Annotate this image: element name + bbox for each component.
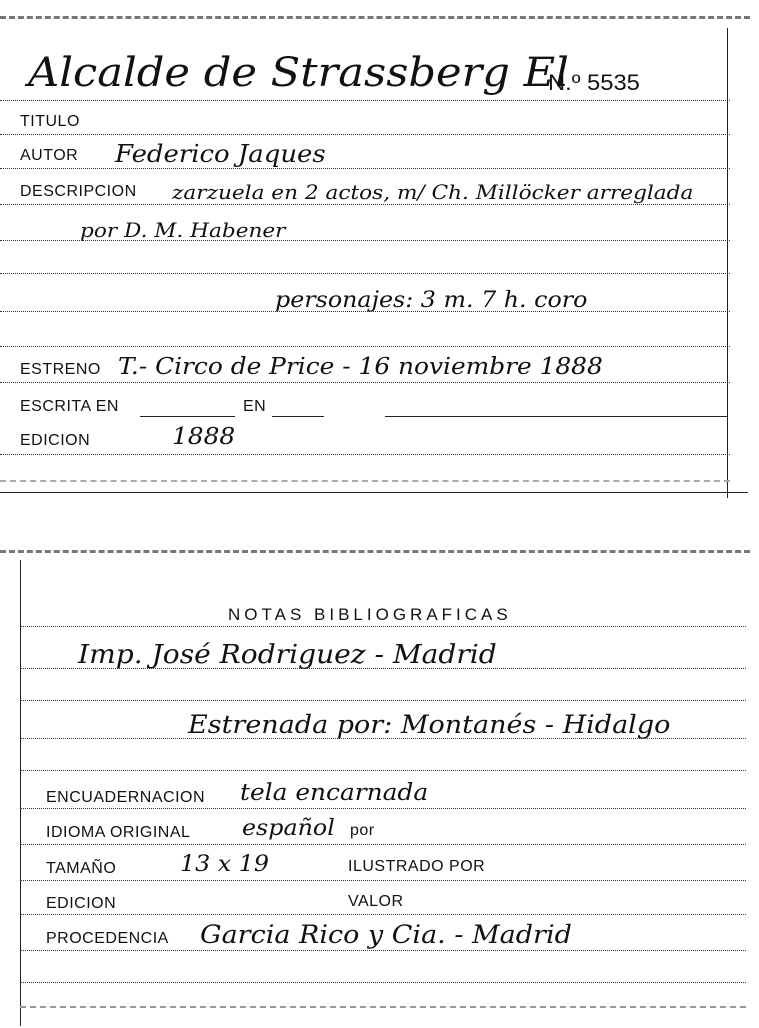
personajes-note: personajes: 3 m. 7 h. coro: [275, 288, 588, 313]
tamano-value: 13 x 19: [180, 852, 269, 877]
label-valor: VALOR: [348, 893, 404, 910]
ruled-line: [20, 844, 746, 845]
label-idioma-original: IDIOMA ORIGINAL: [46, 824, 191, 841]
en-blank: [272, 416, 324, 417]
ruled-line: [0, 204, 730, 205]
estreno-value: T.- Circo de Price - 16 noviembre 1888: [118, 354, 603, 380]
ruled-line: [0, 168, 730, 169]
label-procedencia: PROCEDENCIA: [46, 930, 169, 947]
edicion-value: 1888: [172, 424, 236, 450]
descripcion-line-2: por D. M. Habener: [80, 218, 286, 242]
catalog-card-main: [0, 0, 759, 500]
label-por: por: [350, 822, 375, 839]
nota-estreno: Estrenada por: Montanés - Hidalgo: [188, 710, 671, 739]
ruled-line: [0, 134, 730, 135]
ruled-line: [20, 738, 746, 739]
encuadernacion-value: tela encarnada: [240, 780, 429, 806]
ruled-line: [20, 668, 746, 669]
label-ilustrado-por: ILUSTRADO POR: [348, 858, 486, 875]
card-bottom-edge: [0, 480, 730, 482]
descripcion-line-1: zarzuela en 2 actos, m/ Ch. Millöcker arreglada: [172, 180, 694, 204]
ruled-line: [20, 950, 746, 951]
label-escrita-en: ESCRITA EN: [20, 398, 119, 415]
autor-value: Federico Jaques: [115, 140, 326, 168]
ruled-line: [20, 626, 746, 627]
label-edicion-2: EDICION: [46, 895, 117, 912]
label-estreno: ESTRENO: [20, 361, 101, 378]
card-top-edge: [0, 550, 750, 553]
label-encuadernacion: ENCUADERNACION: [46, 789, 206, 806]
blank-line: [385, 416, 727, 417]
ruled-line: [0, 311, 730, 312]
ruled-line: [0, 454, 730, 455]
label-titulo: TITULO: [20, 113, 80, 130]
title-handwritten: Alcalde de Strassberg El: [28, 50, 569, 96]
card-bottom-border: [0, 492, 748, 493]
label-tamano: TAMAÑO: [46, 860, 117, 877]
catalog-card-notes: [0, 540, 759, 1028]
card-left-border: [20, 560, 21, 1026]
idioma-value: español: [242, 816, 335, 841]
ruled-line: [0, 273, 730, 274]
ruled-line: [20, 770, 746, 771]
ruled-line: [0, 346, 730, 347]
label-autor: AUTOR: [20, 147, 79, 164]
ruled-line: [20, 808, 746, 809]
ruled-line: [20, 982, 746, 983]
ruled-line: [20, 700, 746, 701]
ruled-line: [20, 914, 746, 915]
ruled-line: [0, 240, 730, 241]
label-en: EN: [243, 398, 267, 415]
label-edicion: EDICION: [20, 432, 91, 449]
card-bottom-edge: [20, 1006, 746, 1008]
notas-heading: NOTAS BIBLIOGRAFICAS: [228, 605, 512, 624]
card-top-edge: [0, 16, 750, 19]
ruled-line: [20, 880, 746, 881]
nota-imprenta: Imp. José Rodriguez - Madrid: [78, 640, 497, 670]
label-descripcion: DESCRIPCION: [20, 183, 137, 200]
catalog-number: N.º 5535: [548, 70, 640, 95]
card-right-border: [727, 28, 728, 498]
escrita-en-blank: [140, 416, 235, 417]
procedencia-value: Garcia Rico y Cia. - Madrid: [200, 920, 572, 949]
ruled-line: [0, 382, 730, 383]
ruled-line: [0, 100, 730, 101]
